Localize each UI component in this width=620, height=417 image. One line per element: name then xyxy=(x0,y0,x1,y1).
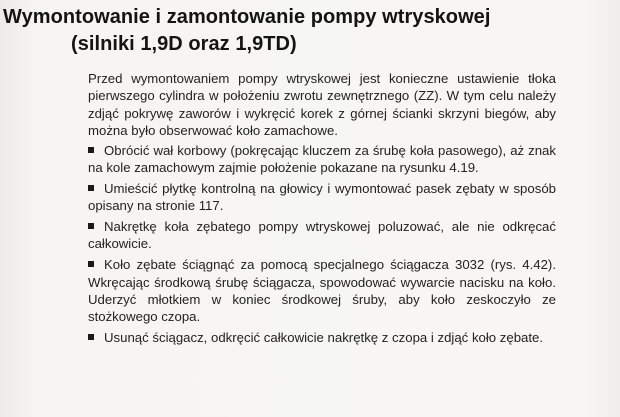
step-item xyxy=(88,256,556,326)
step-item xyxy=(88,142,556,177)
section-title xyxy=(3,4,490,58)
body-text xyxy=(88,70,556,350)
step-text: Obrócić wał korbowy (pokręcając kluczem za śrubę koła pasowego), aż znak na kole zamachowym zajmie położenie pokazane na rysunku 4.19. xyxy=(88,142,556,176)
section-title-line2: (silniki 1,9D oraz 1,9TD) xyxy=(71,33,297,55)
bullet-square-icon xyxy=(88,334,94,340)
step-text: Umieścić płytkę kontrolną na głowicy i wymontować pasek zębaty w sposób opisany na stronie 117. xyxy=(88,180,556,214)
bullet-square-icon xyxy=(88,223,94,229)
step-text: Usunąć ściągacz, odkręcić całkowicie nakrętkę z czopa i zdjąć koło zębate. xyxy=(104,330,544,346)
step-item xyxy=(88,218,556,253)
step-item xyxy=(88,180,556,215)
section-title-line1: Wymontowanie i zamontowanie pompy wtryskowej xyxy=(3,6,491,28)
step-text: Koło zębate ściągnąć za pomocą specjalnego ściągacza 3032 (rys. 4.42). Wkręcając środkową śrubę ściągacza, spowodować wywarcie nacisku na koło. Uderzyć młotkiem w koniec środkowej śruby, aby koło zeskoczyło ze stożkowego czopa. xyxy=(88,257,556,325)
bullet-square-icon xyxy=(88,185,94,191)
bullet-square-icon xyxy=(88,261,94,267)
step-item xyxy=(88,329,556,346)
intro-paragraph: Przed wymontowaniem pompy wtryskowej jest konieczne ustawienie tłoka pierwszego cylindra w położeniu zwrotu zewnętrznego (ZZ). W tym celu należy zdjąć pokrywę zaworów i wykręcić korek z górnej ścianki skrzyni biegów, aby można było obserwować koło zamachowe. xyxy=(88,71,556,139)
step-text: Nakrętkę koła zębatego pompy wtryskowej poluzować, ale nie odkręcać całkowicie. xyxy=(88,219,556,252)
bullet-square-icon xyxy=(88,147,94,153)
